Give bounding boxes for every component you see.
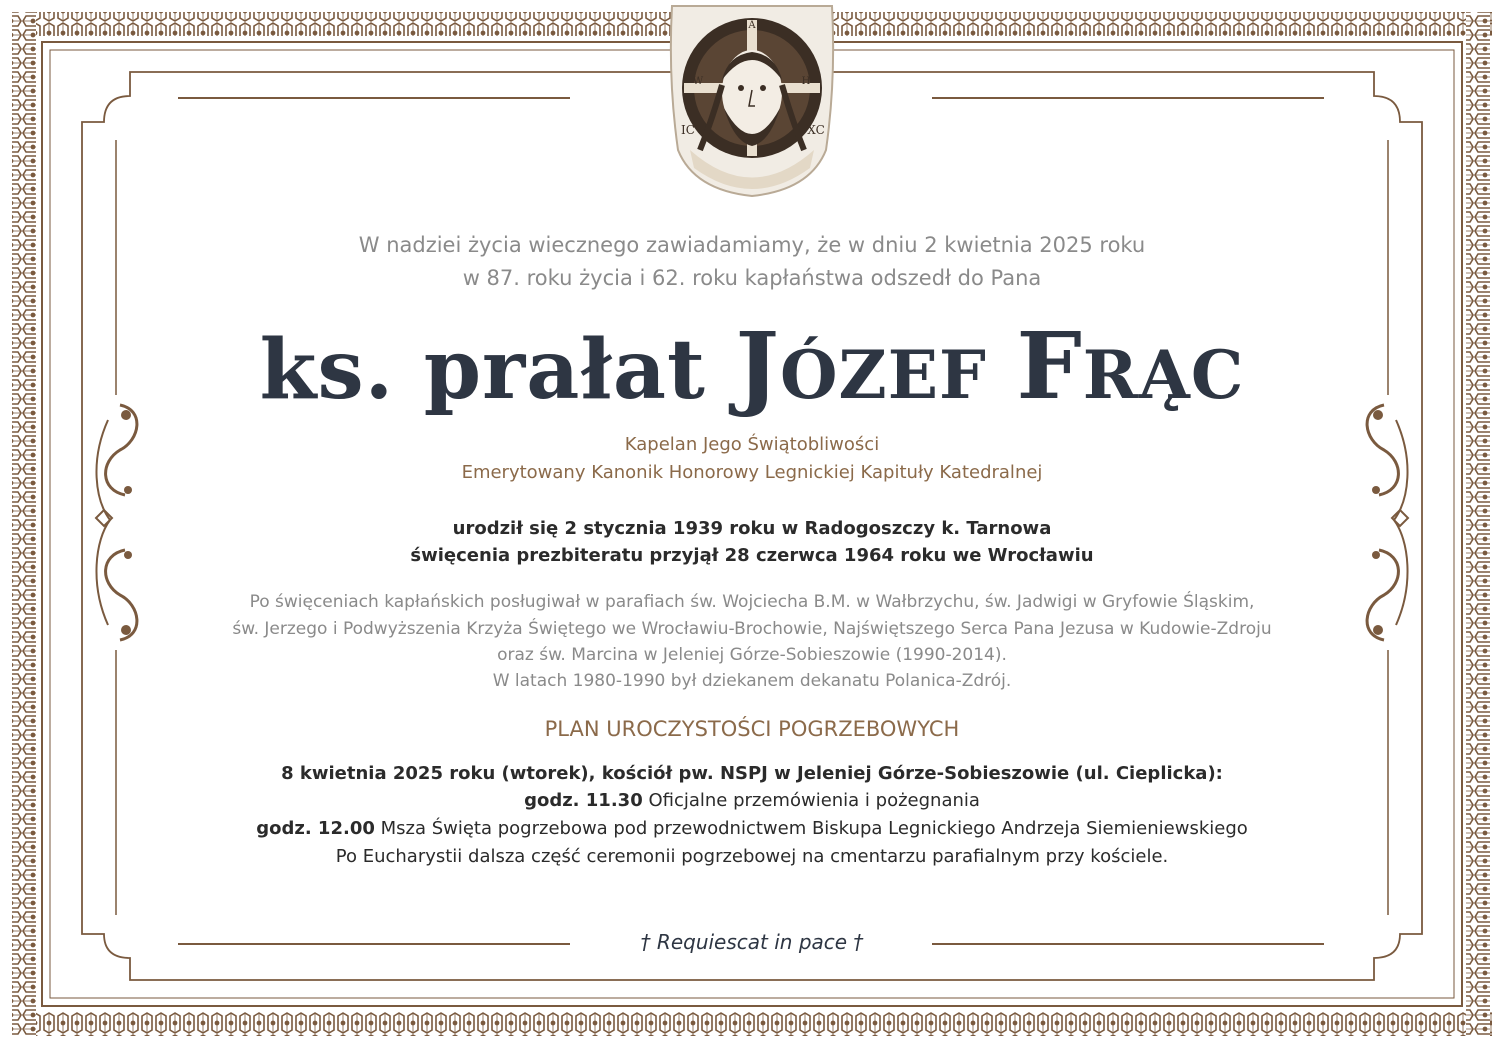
plan-heading: PLAN UROCZYSTOŚCI POGRZEBOWYCH <box>544 717 960 741</box>
plan-item-2 <box>0 818 1504 839</box>
plan-item-2-text: Msza Święta pogrzebowa pod przewodnictwem Biskupa Legnickiego Andrzeja Siemieniewskiego <box>374 818 1248 839</box>
bio-line-1: Po święceniach kapłańskich posługiwał w parafiach św. Wojciecha B.M. w Wałbrzychu, św. Jadwigi w Gryfowie Śląskim, <box>249 592 1255 612</box>
first-name-initial: J <box>735 312 781 420</box>
plan-after: Po Eucharystii dalsza część ceremonii pogrzebowej na cmentarzu parafialnym przy kościele. <box>335 846 1169 867</box>
intro-line-2: w 87. roku życia i 62. roku kapłaństwa odszedł do Pana <box>462 266 1042 290</box>
plan-date-place <box>0 763 1504 784</box>
title-line-2: Emerytowany Kanonik Honorowy Legnickiej Kapituły Katedralnej <box>461 462 1043 483</box>
deceased-name <box>0 312 1504 423</box>
bio-line-2: św. Jerzego i Podwyższenia Krzyża Świętego we Wrocławiu-Brochowie, Najświętszego Serca Pana Jezusa w Kudowie-Zdroju <box>232 619 1272 639</box>
birth-line: urodził się 2 stycznia 1939 roku w Radogoszczy k. Tarnowa <box>452 518 1052 539</box>
bio-line-4: W latach 1980-1990 był dziekanem dekanatu Polanica-Zdrój. <box>492 671 1012 691</box>
last-name-initial: F <box>1016 312 1083 420</box>
title-line-1: Kapelan Jego Świątobliwości <box>624 434 880 455</box>
last-name-rest: RĄC <box>1082 336 1245 414</box>
name-prefix: ks. prałat <box>259 322 706 418</box>
icon-letter-ic: IC <box>681 123 695 137</box>
plan-date-place-text: 8 kwietnia 2025 roku (wtorek), kościół pw. NSPJ w Jeleniej Górze-Sobieszowie (ul. Cieplicka): <box>281 763 1223 784</box>
plan-item-1-text: Oficjalne przemówienia i pożegnania <box>642 790 980 811</box>
icon-letter-xc: XC <box>807 123 825 137</box>
bio-line-3: oraz św. Marcina w Jeleniej Górze-Sobieszowie (1990-2014). <box>497 645 1007 665</box>
intro-line-1: W nadziei życia wiecznego zawiadamiamy, że w dniu 2 kwietnia 2025 roku <box>358 233 1146 257</box>
icon-letter-a: A <box>748 20 756 31</box>
requiescat-line: † Requiescat in pace † <box>640 930 864 954</box>
icon-letter-w: W <box>692 76 704 87</box>
plan-item-1-time: godz. 11.30 <box>524 790 643 811</box>
first-name-rest: ÓZEF <box>780 336 987 414</box>
icon-letter-h: H <box>801 76 811 87</box>
ordination-line: święcenia prezbiteratu przyjął 28 czerwca 1964 roku we Wrocławiu <box>410 545 1094 566</box>
plan-item-2-time: godz. 12.00 <box>256 818 375 839</box>
plan-item-1 <box>0 790 1504 811</box>
